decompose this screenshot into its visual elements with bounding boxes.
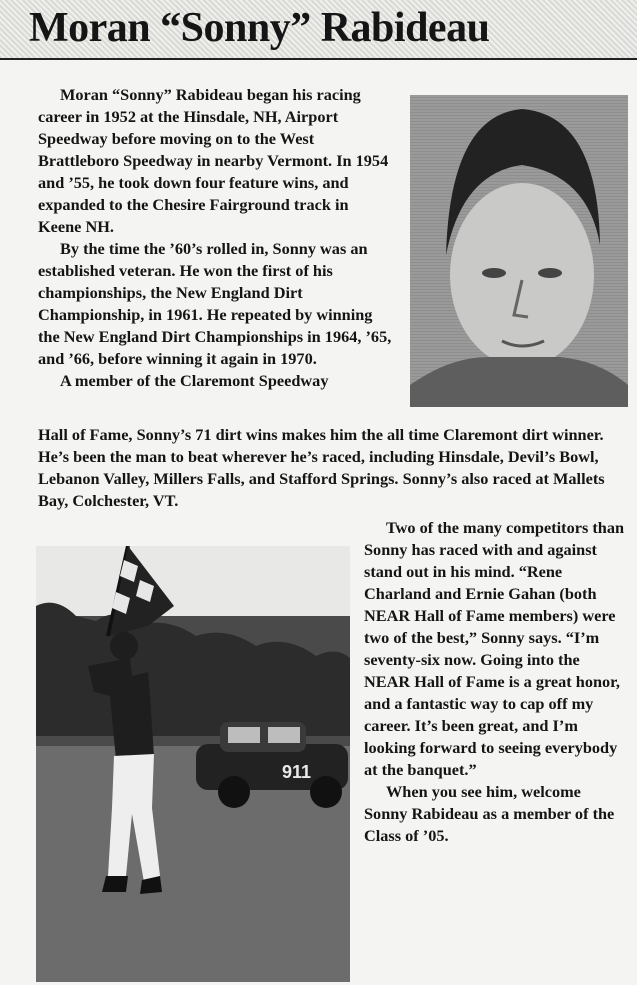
flag-wave-illustration (36, 546, 350, 982)
article-column-right (364, 517, 628, 847)
paragraph-competitors-quote: Two of the many competitors than Sonny has raced with and against stand out in his mind. “Rene Charland and Ernie Gahan (both NEAR Hall of Fame members) were two of the best,” Sonny says. “I’m seventy-six now. Going into the NEAR Hall of Fame is a great honor, and a fantastic way to cap off my career. It’s been great, and I’m looking forward to seeing everybody at the banquet.” (364, 518, 625, 779)
portrait-photo (410, 95, 628, 407)
car-number: 911 (282, 762, 312, 782)
paragraph-career-start: Moran “Sonny” Rabideau began his racing career in 1952 at the Hinsdale, NH, Airport Speedway before moving on to the West Brattleboro Speedway in nearby Vermont. In 1954 and ’55, he took down four feature wins, and expanded to the Chesire Fairground track in Keene NH. (38, 85, 389, 236)
paragraph-hall-of-fame: Hall of Fame, Sonny’s 71 dirt wins makes him the all time Claremont dirt winner. He’s been the man to beat wherever he’s raced, including Hinsdale, Devil’s Bowl, Lebanon Valley, Millers Falls, and Stafford Springs. Sonny’s also raced at Mallets Bay, Colchester, VT. (38, 425, 605, 510)
paragraph-championships: By the time the ’60’s rolled in, Sonny was an established veteran. He won the first of his championships, the New England Dirt Championship, in 1961. He repeated by winning the New England Dirt Championships in 1964, ’65, and ’66, before winning it again in 1970. (38, 239, 392, 368)
paragraph-welcome: When you see him, welcome Sonny Rabideau as a member of the Class of ’05. (364, 782, 615, 845)
victory-flag-photo (36, 546, 350, 982)
article-full-width-paragraph (38, 424, 628, 512)
portrait-illustration (410, 95, 628, 407)
title-banner (0, 0, 637, 60)
paragraph-hall-of-fame-start: A member of the Claremont Speedway (60, 371, 329, 390)
article-title: Moran “Sonny” Rabideau (29, 5, 490, 51)
article-column-left (38, 84, 396, 392)
